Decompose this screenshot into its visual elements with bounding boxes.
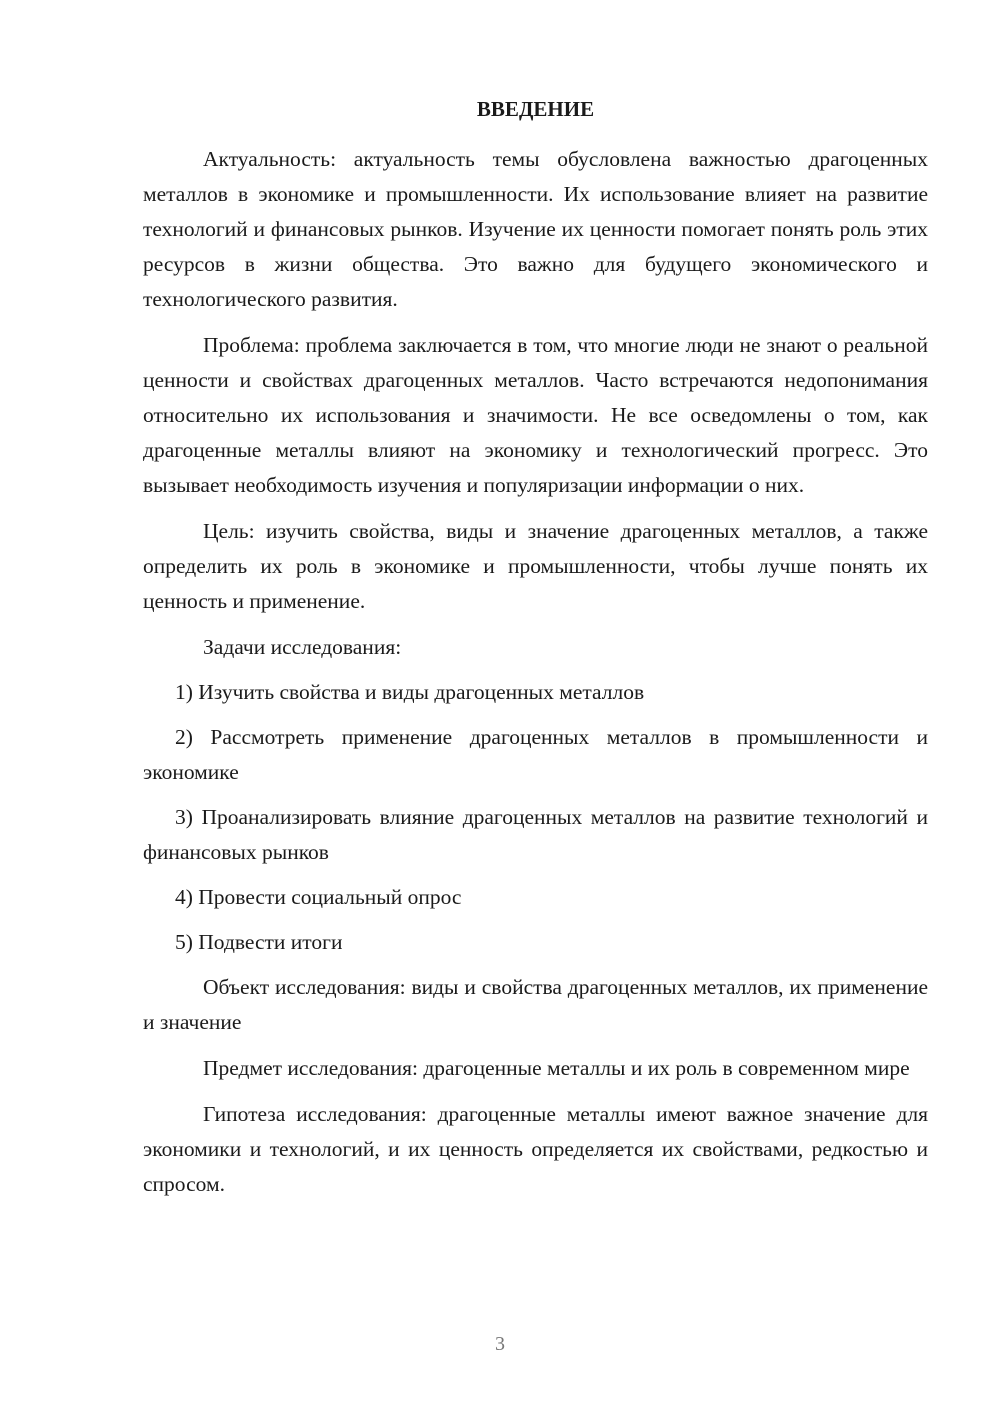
relevance-paragraph: Актуальность: актуальность темы обусловлена важностью драгоценных металлов в экономике и промышленности. Их использование влияет на развитие технологий и финансовых рынков. Изучение их ценности помогает понять роль этих ресурсов в жизни общества. Это важно для будущего экономического и технологического развития.	[143, 147, 928, 311]
object-paragraph: Объект исследования: виды и свойства драгоценных металлов, их применение и значение	[143, 975, 928, 1034]
task-item-1: 1) Изучить свойства и виды драгоценных металлов	[175, 680, 645, 704]
task-item-5: 5) Подвести итоги	[175, 930, 343, 954]
task-item-3: 3) Проанализировать влияние драгоценных металлов на развитие технологий и финансовых рынков	[143, 805, 928, 864]
page-number: 3	[495, 1333, 505, 1355]
subject-paragraph: Предмет исследования: драгоценные металлы и их роль в современном мире	[203, 1056, 910, 1080]
problem-paragraph: Проблема: проблема заключается в том, что многие люди не знают о реальной ценности и свойствах драгоценных металлов. Часто встречаются недопонимания относительно их использования и значимости. Не все осведомлены о том, как драгоценные металлы влияют на экономику и технологический прогресс. Это вызывает необходимость изучения и популяризации информации о них.	[143, 333, 928, 497]
task-item-2: 2) Рассмотреть применение драгоценных металлов в промышленности и экономике	[143, 725, 928, 784]
tasks-heading: Задачи исследования:	[203, 635, 402, 659]
page-title: ВВЕДЕНИЕ	[476, 97, 595, 121]
document-page	[143, 92, 928, 1213]
goal-paragraph: Цель: изучить свойства, виды и значение драгоценных металлов, а также определить их роль в экономике и промышленности, чтобы лучше понять их ценность и применение.	[143, 519, 928, 613]
task-item-4: 4) Провести социальный опрос	[175, 885, 462, 909]
hypothesis-paragraph: Гипотеза исследования: драгоценные металлы имеют важное значение для экономики и технологий, и их ценность определяется их свойствами, редкостью и спросом.	[143, 1102, 928, 1196]
